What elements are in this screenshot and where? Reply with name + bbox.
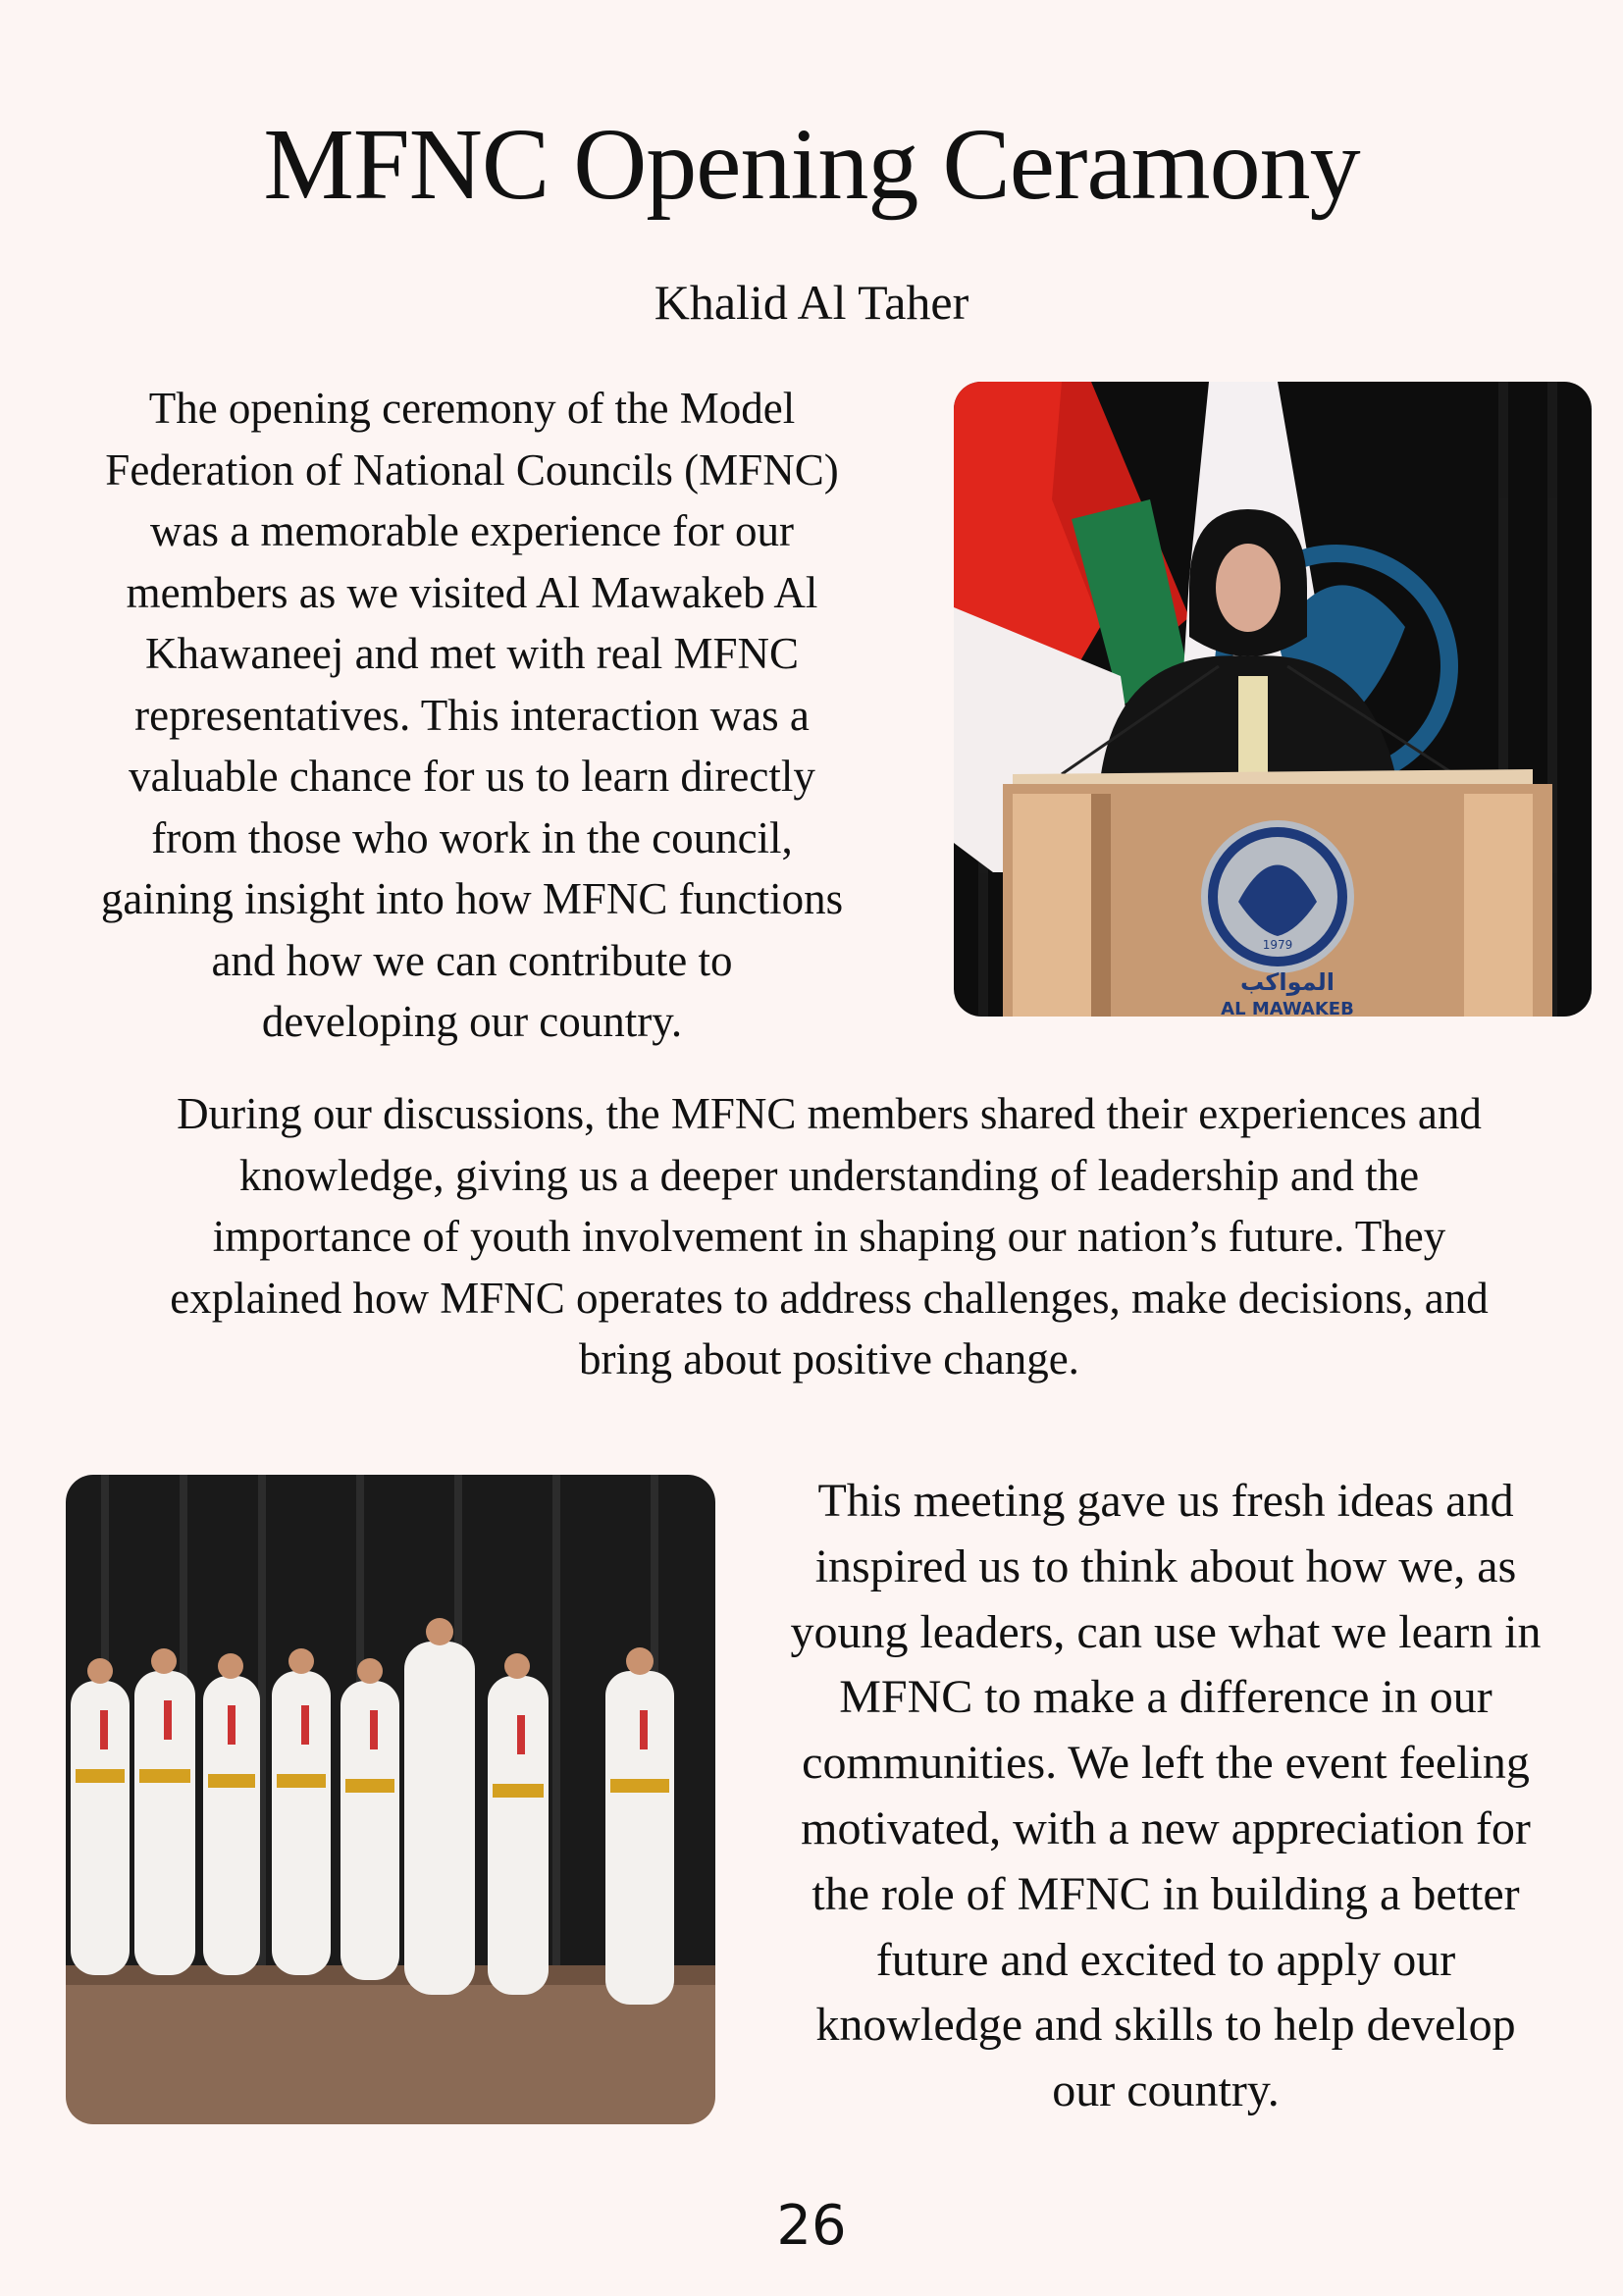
text-line: and how we can contribute to <box>211 935 733 985</box>
text-line: the role of MFNC in building a better <box>812 1867 1520 1920</box>
text-line: developing our country. <box>261 997 683 1046</box>
text-line: This meeting gave us fresh ideas and <box>817 1475 1514 1527</box>
text-line: future and excited to apply our <box>875 1933 1456 1986</box>
text-line: was a memorable experience for our <box>150 506 794 555</box>
group-photo <box>66 1475 715 2124</box>
text-line: young leaders, can use what we learn in <box>790 1605 1542 1658</box>
paragraph-conclusion <box>736 1469 1596 2124</box>
logo-english: AL MAWAKEB <box>1221 999 1354 1017</box>
text-line: from those who work in the council, <box>151 812 793 862</box>
text-line: importance of youth involvement in shaping our nation’s future. They <box>212 1212 1446 1261</box>
text-line: motivated, with a new appreciation for <box>801 1801 1531 1854</box>
logo-year: 1979 <box>1262 938 1293 952</box>
text-line: knowledge and skills to help develop <box>815 1999 1516 2052</box>
logo-arabic: المواكب <box>1240 968 1335 996</box>
text-line: Federation of National Councils (MFNC) <box>105 444 839 495</box>
text-line: bring about positive change. <box>579 1334 1079 1383</box>
text-line: gaining insight into how MFNC functions <box>100 874 844 923</box>
text-line: inspired us to think about how we, as <box>814 1539 1517 1592</box>
paragraph-discussions <box>79 1083 1580 1390</box>
text-line: The opening ceremony of the Model <box>148 384 796 433</box>
text-line: Khawaneej and met with real MFNC <box>144 629 800 678</box>
speaker-photo <box>954 382 1592 1017</box>
text-line: members as we visited Al Mawakeb Al <box>126 567 818 617</box>
page-number: 26 <box>776 2194 847 2258</box>
author-name: Khalid Al Taher <box>654 275 969 330</box>
text-line: MFNC to make a difference in our <box>839 1671 1492 1724</box>
text-line: During our discussions, the MFNC members shared their experiences and <box>177 1089 1482 1138</box>
text-line: valuable chance for us to learn directly <box>129 752 815 801</box>
text-line: our country. <box>1052 2064 1280 2117</box>
page-title: MFNC Opening Ceramony <box>263 108 1360 221</box>
paragraph-intro <box>59 378 885 1053</box>
text-line: explained how MFNC operates to address challenges, make decisions, and <box>170 1273 1489 1323</box>
text-line: knowledge, giving us a deeper understanding of leadership and the <box>238 1150 1420 1200</box>
text-line: representatives. This interaction was a <box>134 690 810 740</box>
text-line: communities. We left the event feeling <box>802 1737 1530 1790</box>
